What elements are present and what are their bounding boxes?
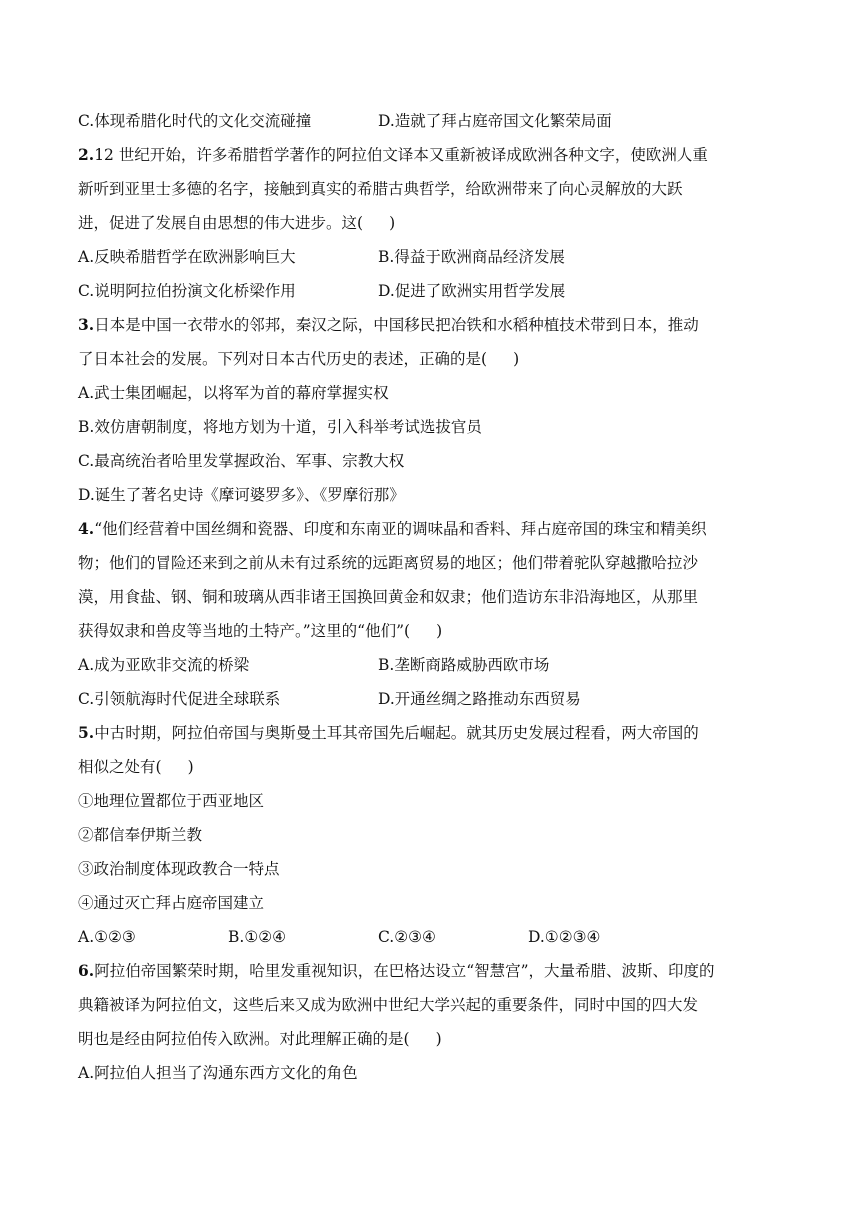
q4-stem-line-3: 漠，用食盐、钢、铜和玻璃从西非诸王国换回黄金和奴隶；他们造访东非沿海地区，从那里: [78, 588, 699, 606]
q4-option-b: B.垄断商路威胁西欧市场: [378, 656, 550, 674]
q6-option-a: A.阿拉伯人担当了沟通东西方文化的角色: [78, 1064, 358, 1082]
q2-option-a: A.反映希腊哲学在欧洲影响巨大: [78, 248, 296, 266]
q2-option-b: B.得益于欧洲商品经济发展: [378, 248, 565, 266]
q6-number: 6.: [78, 961, 95, 980]
q5-item-1: ①地理位置都位于西亚地区: [78, 792, 265, 810]
q5-option-b: B.①②④: [228, 928, 287, 946]
q3-stem-line-2: 了日本社会的发展。下列对日本古代历史的表述，正确的是( ): [78, 350, 520, 368]
q4-stem-line-2: 物；他们的冒险还来到之前从未有过系统的远距离贸易的地区；他们带着驼队穿越撒哈拉沙: [78, 554, 699, 572]
q2-option-d: D.促进了欧洲实用哲学发展: [378, 282, 566, 300]
q5-option-a: A.①②③: [78, 928, 136, 946]
q2-stem-line-3: 进，促进了发展自由思想的伟大进步。这( ): [78, 214, 396, 232]
q5-answer-bracket: ): [187, 758, 194, 776]
q2-stem-line-1: 2.12 世纪开始，许多希腊哲学著作的阿拉伯文译本又重新被译成欧洲各种文字，使欧洲人重: [78, 145, 708, 164]
q2-option-c: C.说明阿拉伯扮演文化桥梁作用: [78, 282, 296, 300]
q3-stem-line-1: 3.日本是中国一衣带水的邻邦，秦汉之际，中国移民把冶铁和水稻种植技术带到日本，推动: [78, 315, 699, 334]
q6-stem-line-2: 典籍被译为阿拉伯文，这些后来又成为欧洲中世纪大学兴起的重要条件，同时中国的四大发: [78, 996, 699, 1014]
q5-option-c: C.②③④: [378, 928, 436, 946]
q5-item-4: ④通过灭亡拜占庭帝国建立: [78, 894, 265, 912]
q5-item-3: ③政治制度体现政教合一特点: [78, 860, 280, 878]
q1-option-c: C.体现希腊化时代的文化交流碰撞: [78, 112, 312, 130]
q5-stem-line-1: 5.中古时期，阿拉伯帝国与奥斯曼土耳其帝国先后崛起。就其历史发展过程看，两大帝国的: [78, 723, 699, 742]
q3-option-b: B.效仿唐朝制度，将地方划为十道，引入科举考试选拔官员: [78, 418, 482, 436]
q5-number: 5.: [78, 723, 95, 742]
q4-option-a: A.成为亚欧非交流的桥梁: [78, 656, 250, 674]
q4-option-c: C.引领航海时代促进全球联系: [78, 690, 281, 708]
q5-stem-line-2: 相似之处有( ): [78, 758, 194, 776]
q4-number: 4.: [78, 519, 95, 538]
q3-option-d: D.诞生了著名史诗《摩诃婆罗多》、《罗摩衍那》: [78, 486, 405, 504]
q2-stem-line-2: 新听到亚里士多德的名字，接触到真实的希腊古典哲学，给欧洲带来了向心灵解放的大跃: [78, 180, 683, 198]
q3-number: 3.: [78, 315, 95, 334]
q4-option-d: D.开通丝绸之路推动东西贸易: [378, 690, 581, 708]
q5-option-d: D.①②③④: [528, 928, 601, 946]
q2-number: 2.: [78, 145, 95, 164]
q1-option-d: D.造就了拜占庭帝国文化繁荣局面: [378, 112, 612, 130]
q2-answer-bracket: ): [389, 214, 396, 232]
q6-stem-line-1: 6.阿拉伯帝国繁荣时期，哈里发重视知识，在巴格达设立“智慧宫”，大量希腊、波斯、印度的: [78, 961, 715, 980]
q3-option-c: C.最高统治者哈里发掌握政治、军事、宗教大权: [78, 452, 405, 470]
q6-stem-line-3: 明也是经由阿拉伯传入欧洲。对此理解正确的是( ): [78, 1030, 442, 1048]
q3-answer-bracket: ): [513, 350, 520, 368]
q3-option-a: A.武士集团崛起，以将军为首的幕府掌握实权: [78, 384, 389, 402]
q4-stem-line-1: 4.“他们经营着中国丝绸和瓷器、印度和东南亚的调味晶和香料、拜占庭帝国的珠宝和精美织: [78, 519, 707, 538]
q6-answer-bracket: ): [435, 1030, 442, 1048]
q5-item-2: ②都信奉伊斯兰教: [78, 826, 203, 844]
q4-answer-bracket: ): [436, 622, 443, 640]
q4-stem-line-4: 获得奴隶和兽皮等当地的土特产。”这里的“他们”( ): [78, 622, 443, 640]
